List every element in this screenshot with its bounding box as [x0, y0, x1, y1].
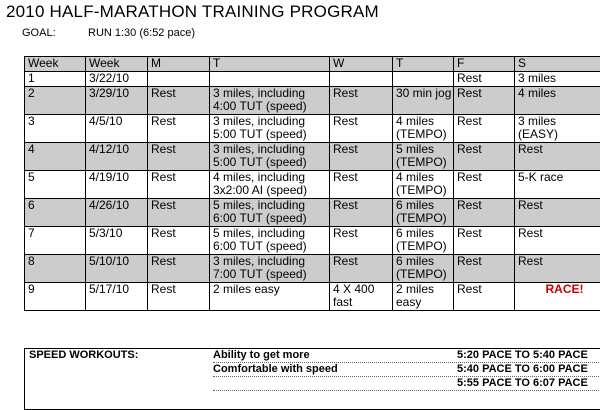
cell-friday: Rest	[454, 227, 515, 255]
speed-workout-desc: Ability to get more	[213, 349, 310, 361]
cell-wednesday: 4 X 400 fast	[330, 283, 393, 311]
cell-saturday: Rest	[515, 199, 600, 227]
cell-friday: Rest	[454, 143, 515, 171]
cell-monday	[148, 72, 210, 87]
cell-week-date: 4/5/10	[86, 115, 148, 143]
cell-week-number: 1	[25, 72, 86, 87]
cell-monday: Rest	[148, 227, 210, 255]
table-row	[25, 87, 600, 115]
speed-workouts-box	[24, 348, 600, 410]
table-header-row	[25, 57, 600, 72]
goal-label: GOAL:	[22, 27, 56, 39]
cell-wednesday: Rest	[330, 199, 393, 227]
header-week-number: Week	[25, 57, 86, 72]
speed-workout-row	[213, 377, 600, 391]
cell-tuesday	[210, 72, 330, 87]
cell-tuesday: 2 miles easy	[210, 283, 330, 311]
table-row	[25, 255, 600, 283]
cell-week-number: 7	[25, 227, 86, 255]
table-row	[25, 115, 600, 143]
cell-thursday	[393, 72, 454, 87]
cell-tuesday: 5 miles, including 6:00 TUT (speed)	[210, 199, 330, 227]
cell-thursday: 30 min jog	[393, 87, 454, 115]
cell-week-date: 4/26/10	[86, 199, 148, 227]
speed-workout-pace: 5:40 PACE TO 6:00 PACE	[457, 363, 588, 375]
table-row	[25, 171, 600, 199]
speed-workout-pace: 5:20 PACE TO 5:40 PACE	[457, 349, 588, 361]
page-title: 2010 HALF-MARATHON TRAINING PROGRAM	[6, 2, 379, 22]
cell-thursday: 6 miles (TEMPO)	[393, 255, 454, 283]
cell-thursday: 6 miles (TEMPO)	[393, 227, 454, 255]
cell-wednesday	[330, 72, 393, 87]
cell-saturday: Rest	[515, 143, 600, 171]
cell-saturday: RACE!	[515, 283, 600, 311]
goal-value: RUN 1:30 (6:52 pace)	[88, 27, 195, 39]
cell-week-number: 3	[25, 115, 86, 143]
cell-week-date: 5/3/10	[86, 227, 148, 255]
speed-workout-pace: 5:55 PACE TO 6:07 PACE	[457, 377, 588, 389]
cell-friday: Rest	[454, 115, 515, 143]
header-friday: F	[454, 57, 515, 72]
cell-thursday: 4 miles (TEMPO)	[393, 115, 454, 143]
cell-tuesday: 3 miles, including 5:00 TUT (speed)	[210, 143, 330, 171]
cell-wednesday: Rest	[330, 115, 393, 143]
cell-wednesday: Rest	[330, 143, 393, 171]
cell-tuesday: 4 miles, including 3x2:00 AI (speed)	[210, 171, 330, 199]
cell-tuesday: 3 miles, including 7:00 TUT (speed)	[210, 255, 330, 283]
cell-tuesday: 3 miles, including 4:00 TUT (speed)	[210, 87, 330, 115]
cell-week-date: 3/22/10	[86, 72, 148, 87]
training-table-body	[25, 57, 600, 311]
cell-week-date: 5/17/10	[86, 283, 148, 311]
speed-workout-row	[213, 363, 600, 377]
header-monday: M	[148, 57, 210, 72]
cell-week-date: 4/19/10	[86, 171, 148, 199]
cell-week-date: 5/10/10	[86, 255, 148, 283]
header-tuesday: T	[210, 57, 330, 72]
cell-saturday: Rest	[515, 227, 600, 255]
cell-week-number: 4	[25, 143, 86, 171]
cell-friday: Rest	[454, 199, 515, 227]
table-row	[25, 143, 600, 171]
cell-monday: Rest	[148, 87, 210, 115]
cell-friday: Rest	[454, 283, 515, 311]
cell-tuesday: 5 miles, including 6:00 TUT (speed)	[210, 227, 330, 255]
cell-week-number: 5	[25, 171, 86, 199]
cell-week-number: 6	[25, 199, 86, 227]
header-wednesday: W	[330, 57, 393, 72]
table-row	[25, 199, 600, 227]
cell-thursday: 5 miles (TEMPO)	[393, 143, 454, 171]
cell-week-number: 2	[25, 87, 86, 115]
cell-wednesday: Rest	[330, 227, 393, 255]
cell-saturday: 5-K race	[515, 171, 600, 199]
header-week-date: Week	[86, 57, 148, 72]
cell-tuesday: 3 miles, including 5:00 TUT (speed)	[210, 115, 330, 143]
cell-saturday: Rest	[515, 255, 600, 283]
cell-monday: Rest	[148, 255, 210, 283]
cell-week-date: 4/12/10	[86, 143, 148, 171]
cell-monday: Rest	[148, 171, 210, 199]
cell-monday: Rest	[148, 199, 210, 227]
cell-saturday: 3 miles	[515, 72, 600, 87]
cell-friday: Rest	[454, 87, 515, 115]
header-saturday: S	[515, 57, 600, 72]
cell-wednesday: Rest	[330, 87, 393, 115]
training-table	[24, 56, 600, 311]
cell-week-number: 8	[25, 255, 86, 283]
cell-thursday: 6 miles (TEMPO)	[393, 199, 454, 227]
table-row	[25, 283, 600, 311]
cell-thursday: 4 miles (TEMPO)	[393, 171, 454, 199]
cell-thursday: 2 miles easy	[393, 283, 454, 311]
cell-monday: Rest	[148, 283, 210, 311]
speed-workouts-heading: SPEED WORKOUTS:	[29, 349, 138, 361]
cell-week-number: 9	[25, 283, 86, 311]
cell-wednesday: Rest	[330, 171, 393, 199]
cell-wednesday: Rest	[330, 255, 393, 283]
cell-monday: Rest	[148, 115, 210, 143]
table-row	[25, 227, 600, 255]
cell-friday: Rest	[454, 72, 515, 87]
header-thursday: T	[393, 57, 454, 72]
cell-monday: Rest	[148, 143, 210, 171]
speed-workout-desc: Comfortable with speed	[213, 363, 338, 375]
cell-saturday: 4 miles	[515, 87, 600, 115]
cell-friday: Rest	[454, 171, 515, 199]
speed-workout-row	[213, 349, 600, 363]
cell-friday: Rest	[454, 255, 515, 283]
table-row	[25, 72, 600, 87]
cell-week-date: 3/29/10	[86, 87, 148, 115]
cell-saturday: 3 miles (EASY)	[515, 115, 600, 143]
